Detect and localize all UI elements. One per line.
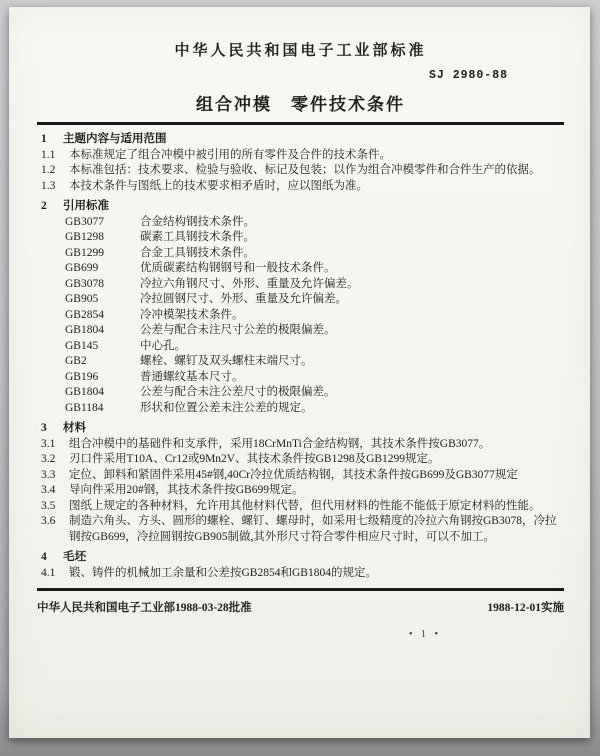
reference-code: GB1299 — [65, 246, 104, 259]
reference-item — [41, 277, 564, 293]
section — [41, 199, 564, 416]
clause-item — [41, 499, 564, 515]
clause-item — [41, 179, 564, 195]
reference-desc: 冷拉六角钢尺寸、外形、重量及允许偏差。 — [140, 277, 359, 290]
reference-desc: 冷拉圆钢尺寸、外形、重量及允许偏差。 — [140, 293, 347, 305]
clause-number: 3.4 — [41, 484, 56, 496]
clause-number: 3.5 — [41, 499, 56, 512]
reference-desc: 公差与配合未注公差尺寸的极限偏差。 — [140, 386, 336, 398]
clause-number: 1.3 — [41, 179, 56, 192]
reference-desc: 合金工具钢技术条件。 — [140, 246, 255, 259]
section-number: 1 — [41, 133, 47, 145]
reference-desc: 碳素工具钢技术条件。 — [140, 231, 255, 243]
reference-code: GB196 — [65, 370, 99, 383]
section-title: 材料 — [63, 422, 86, 434]
clause-item — [41, 566, 564, 582]
approval-text: 中华人民共和国电子工业部1988-03-28批准 — [37, 602, 252, 614]
clause-item — [41, 483, 564, 499]
clause-text: 锻、铸件的机械加工余量和公差按GB2854和GB1804的规定。 — [69, 566, 377, 579]
reference-desc: 螺栓、螺钉及双头螺柱末端尺寸。 — [140, 355, 313, 367]
clause-text: 本技术条件与图纸上的技术要求相矛盾时，应以图纸为准。 — [69, 179, 368, 192]
clause-number: 3.3 — [41, 468, 56, 481]
document-page — [9, 7, 590, 738]
doc-header — [37, 39, 564, 125]
section-title: 主题内容与适用范围 — [63, 133, 167, 145]
reference-code: GB145 — [65, 339, 99, 352]
clause-item — [41, 148, 564, 164]
reference-item — [41, 308, 564, 324]
section-heading — [41, 550, 564, 566]
section-number: 2 — [41, 200, 47, 212]
footer-row — [37, 599, 564, 615]
clause-item — [41, 468, 564, 484]
reference-code: GB699 — [65, 262, 99, 274]
reference-code: GB905 — [65, 293, 99, 305]
clause-item — [41, 514, 564, 545]
clause-text: 本标准规定了组合冲模中被引用的所有零件及合件的技术条件。 — [69, 148, 391, 161]
reference-item — [41, 385, 564, 401]
reference-code: GB3077 — [65, 215, 104, 228]
implementation-text: 1988-12-01实施 — [487, 602, 564, 614]
section-title: 引用标准 — [63, 200, 109, 212]
clause-number: 1.1 — [41, 148, 56, 161]
reference-code: GB1184 — [65, 401, 104, 414]
footer-rule — [37, 588, 564, 591]
reference-item — [41, 401, 564, 417]
section-items — [41, 215, 564, 417]
page-number: • 1 • — [409, 629, 442, 640]
reference-desc: 普通螺纹基本尺寸。 — [140, 370, 244, 383]
section-items — [41, 148, 564, 195]
section — [41, 421, 564, 545]
reference-code: GB3078 — [65, 277, 104, 290]
reference-item — [41, 354, 564, 370]
reference-desc: 优质碳素结构钢钢号和一般技术条件。 — [140, 262, 336, 274]
section-number: 3 — [41, 422, 47, 434]
reference-item — [41, 339, 564, 355]
doc-footer — [37, 588, 564, 640]
section-heading — [41, 132, 564, 148]
section-heading — [41, 199, 564, 215]
section-number: 4 — [41, 551, 47, 563]
standard-number: SJ 2980-88 — [428, 69, 508, 82]
clause-text: 组合冲模中的基础件和支承件，采用18CrMnTi合金结构钢，其技术条件按GB3077。 — [69, 437, 491, 450]
reference-code: GB1298 — [65, 231, 104, 243]
header-rule — [37, 122, 564, 125]
section-items — [41, 437, 564, 546]
reference-item — [41, 323, 564, 339]
section-heading — [41, 421, 564, 437]
reference-desc: 中心孔。 — [140, 339, 186, 352]
clause-number: 4.1 — [41, 566, 56, 579]
clause-number: 3.1 — [41, 437, 56, 450]
reference-item — [41, 246, 564, 262]
clause-text: 本标准包括：技术要求、检验与验收、标记及包装；以作为组合冲模零件和合件生产的依据。 — [69, 164, 541, 176]
clause-text: 制造六角头、方头、圆形的螺栓、螺钉、螺母时，如采用七级精度的冷拉六角钢按GB3078，冷拉钢按GB699，冷拉圆钢按GB905制做,其外形尺寸符合零件相应尺寸时，可以不加工。 — [69, 515, 557, 543]
clause-text: 刃口件采用T10A、Cr12或9Mn2V、其技术条件按GB1298及GB1299规定。 — [69, 453, 440, 465]
section — [41, 132, 564, 194]
reference-code: GB2854 — [65, 308, 104, 321]
clause-number: 1.2 — [41, 164, 56, 176]
section — [41, 550, 564, 581]
reference-code: GB2 — [65, 355, 87, 367]
standard-org-line: 中华人民共和国电子工业部标准 — [174, 43, 427, 59]
document-body — [37, 132, 564, 581]
clause-number: 3.2 — [41, 453, 56, 465]
reference-desc: 冷冲模架技术条件。 — [140, 308, 244, 321]
reference-item — [41, 215, 564, 231]
reference-desc: 公差与配合未注尺寸公差的极限偏差。 — [140, 324, 336, 336]
clause-text: 导向件采用20#钢，其技术条件按GB699规定。 — [69, 484, 304, 496]
reference-desc: 合金结构钢技术条件。 — [140, 215, 255, 228]
section-title: 毛坯 — [63, 551, 86, 563]
clause-number: 3.6 — [41, 515, 56, 527]
clause-item — [41, 437, 564, 453]
clause-text: 图纸上规定的各种材料，允许用其他材料代替，但代用材料的性能不能低于原定材料的性能。 — [69, 499, 541, 512]
document-title: 组合冲模 零件技术条件 — [196, 95, 405, 114]
section-items — [41, 566, 564, 582]
reference-code: GB1804 — [65, 386, 104, 398]
reference-code: GB1804 — [65, 324, 104, 336]
clause-text: 定位、卸料和紧固件采用45#钢,40Cr冷拉优质结构钢，其技术条件按GB699及GB3077规定 — [69, 468, 518, 481]
reference-item — [41, 292, 564, 308]
reference-item — [41, 230, 564, 246]
clause-item — [41, 163, 564, 179]
clause-item — [41, 452, 564, 468]
reference-item — [41, 370, 564, 386]
reference-desc: 形状和位置公差未注公差的规定。 — [140, 401, 313, 414]
reference-item — [41, 261, 564, 277]
